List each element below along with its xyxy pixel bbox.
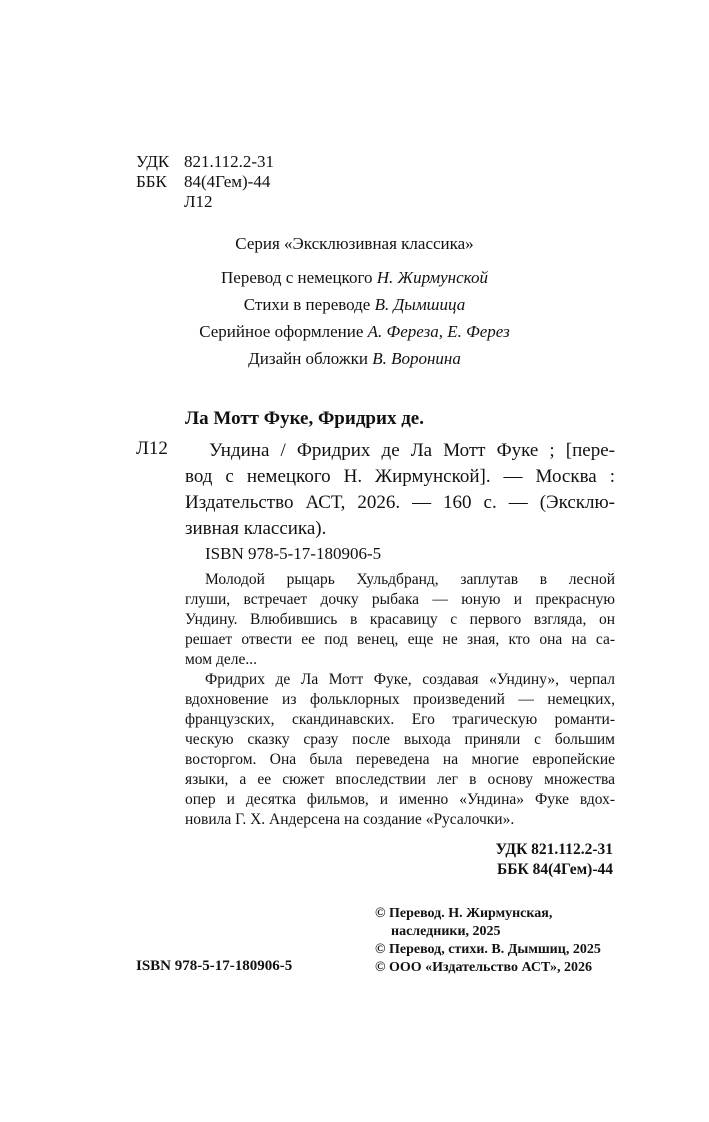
catalog-line: Ундина / Фридрих де Ла Мотт Фуке ; [пере-: [209, 440, 615, 461]
copyright-line: © Перевод, стихи. В. Дымшиц, 2025: [375, 942, 601, 957]
translator-name: Н. Жирмунской: [376, 268, 488, 287]
poems-prefix: Стихи в переводе: [243, 295, 375, 314]
catalog-line: вод с немецкого Н. Жирмунской]. — Москва :: [185, 466, 615, 487]
author-heading: Ла Мотт Фуке, Фридрих де.: [185, 408, 424, 429]
translation-prefix: Перевод с немецкого: [221, 268, 377, 287]
annotation-line: восторгом. Она была переведена на многие европейские: [185, 751, 615, 768]
catalog-line: Издательство АСТ, 2026. — 160 с. — (Эксклю-: [185, 492, 615, 513]
copyright-line: © Перевод. Н. Жирмунская,: [375, 906, 553, 921]
annotation: [185, 570, 615, 830]
annotation-line: французских, скандинавских. Его трагическую романти-: [185, 711, 615, 728]
annotation-line: глуши, встречает дочку рыбака — юную и прекрасную: [185, 591, 615, 608]
copyright-block: [375, 905, 601, 977]
copyright-line: наследники, 2025: [391, 924, 501, 939]
catalog-isbn: ISBN 978-5-17-180906-5: [205, 544, 382, 563]
udk-value: 821.112.2-31: [184, 152, 275, 171]
annotation-line: Фридрих де Ла Мотт Фуке, создавая «Ундину», черпал: [205, 671, 615, 688]
bottom-classification: [496, 840, 613, 880]
annotation-line: Молодой рыцарь Хульдбранд, заплутав в лесной: [205, 571, 615, 588]
bbk-row: [136, 172, 274, 192]
serial-design-prefix: Серийное оформление: [199, 322, 368, 341]
annotation-line: новила Г. Х. Андерсена на создание «Русалочки».: [185, 811, 515, 828]
author-mark: Л12: [184, 192, 213, 211]
annotation-line: Ундину. Влюбившись в красавицу с первого взгляда, он: [185, 611, 615, 628]
series-line: Серия «Эксклюзивная классика»: [235, 234, 474, 253]
isbn-bottom: ISBN 978-5-17-180906-5: [136, 958, 293, 974]
poems-line: [0, 295, 709, 315]
annotation-line: вдохновение из фольклорных произведений — немецких,: [185, 691, 615, 708]
udk-label: УДК: [136, 152, 170, 171]
catalog-line: зивная классика).: [185, 518, 327, 539]
bottom-udk: УДК 821.112.2-31: [495, 841, 613, 858]
cover-design-prefix: Дизайн обложки: [248, 349, 373, 368]
bbk-label: ББК: [136, 172, 167, 191]
annotation-line: решает отвести ее под венец, еще не зная, кто она на са-: [185, 631, 615, 648]
annotation-line: мом деле...: [185, 651, 257, 668]
poems-translator-name: В. Дымшица: [374, 295, 466, 314]
classification-block: [136, 152, 274, 212]
cover-design-line: [0, 349, 709, 369]
serial-design-line: [0, 322, 709, 342]
udk-row: [136, 152, 274, 172]
cover-designer-name: В. Воронина: [372, 349, 461, 368]
serial-designer-names: А. Фереза, Е. Ферез: [367, 322, 510, 341]
bbk-value: 84(4Гем)-44: [184, 172, 271, 191]
translation-line: [0, 268, 709, 288]
author-mark-row: [136, 192, 274, 212]
annotation-line: опер и десятка фильмов, и именно «Ундина» Фуке вдох-: [185, 791, 615, 808]
catalog-mark: Л12: [136, 438, 168, 459]
catalog-description: [185, 438, 615, 542]
copyright-line: © ООО «Издательство АСТ», 2026: [375, 960, 593, 975]
bottom-bbk: ББК 84(4Гем)-44: [497, 861, 613, 878]
annotation-line: языки, а ее сюжет впоследствии лег в основу множества: [185, 771, 615, 788]
annotation-line: ческую сказку сразу после выхода приняли с большим: [185, 731, 615, 748]
